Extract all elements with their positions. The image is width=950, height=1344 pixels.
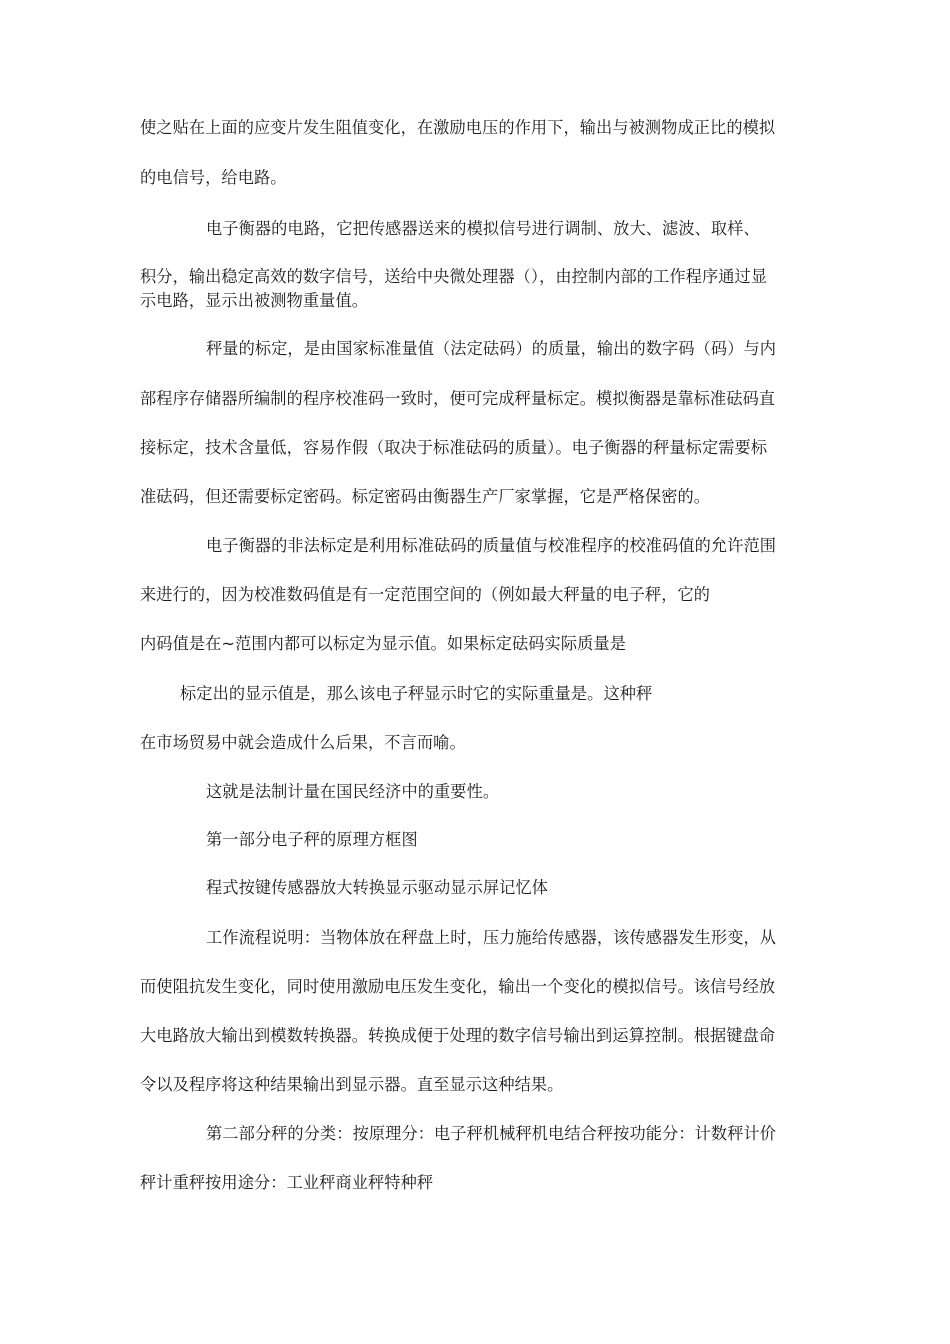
text-line: 工作流程说明：当物体放在秤盘上时，压力施给传感器，该传感器发生形变，从 (206, 928, 777, 947)
section-heading: 第二部分秤的分类：按原理分：电子秤机械秤机电结合秤按功能分：计数秤计价 (206, 1124, 777, 1143)
text-line: 这就是法制计量在国民经济中的重要性。 (206, 782, 500, 801)
text-line: 的电信号，给电路。 (140, 168, 287, 187)
text-line: 程式按键传感器放大转换显示驱动显示屏记忆体 (206, 878, 549, 897)
text-line: 内码值是在~范围内都可以标定为显示值。如果标定砝码实际质量是 (140, 634, 626, 653)
text-line: 秤量的标定，是由国家标准量值（法定砝码）的质量，输出的数字码（码）与内 (206, 339, 777, 358)
text-line: 使之贴在上面的应变片发生阻值变化，在激励电压的作用下，输出与被测物成正比的模拟 (140, 118, 776, 137)
text-line: 部程序存储器所编制的程序校准码一致时，便可完成秤量标定。模拟衡器是靠标准砝码直 (140, 389, 776, 408)
text-line: 电子衡器的非法标定是利用标准砝码的质量值与校准程序的校准码值的允许范围 (206, 536, 777, 555)
text-line: 来进行的，因为校准数码值是有一定范围空间的（例如最大秤量的电子秤，它的 (140, 585, 711, 604)
text-line: 在市场贸易中就会造成什么后果，不言而喻。 (140, 733, 466, 752)
text-line: 秤计重秤按用途分：工业秤商业秤特种秤 (140, 1173, 434, 1192)
text-line: 接标定，技术含量低，容易作假（取决于标准砝码的质量）。电子衡器的秤量标定需要标 (140, 438, 768, 457)
text-line: 标定出的显示值是，那么该电子秤显示时它的实际重量是。这种秤 (180, 684, 653, 703)
text-line: 令以及程序将这种结果输出到显示器。直至显示这种结果。 (140, 1075, 564, 1094)
section-heading: 第一部分电子秤的原理方框图 (206, 830, 418, 849)
text-line: 示电路，显示出被测物重量值。 (140, 291, 369, 310)
text-line: 电子衡器的电路，它把传感器送来的模拟信号进行调制、放大、滤波、取样、 (206, 219, 760, 238)
text-line: 大电路放大输出到模数转换器。转换成便于处理的数字信号输出到运算控制。根据键盘命 (140, 1026, 776, 1045)
text-line: 准砝码，但还需要标定密码。标定密码由衡器生产厂家掌握，它是严格保密的。 (140, 487, 711, 506)
text-line: 而使阻抗发生变化，同时使用激励电压发生变化，输出一个变化的模拟信号。该信号经放 (140, 977, 776, 996)
text-line: 积分，输出稳定高效的数字信号，送给中央微处理器（），由控制内部的工作程序通过显 (140, 267, 768, 286)
